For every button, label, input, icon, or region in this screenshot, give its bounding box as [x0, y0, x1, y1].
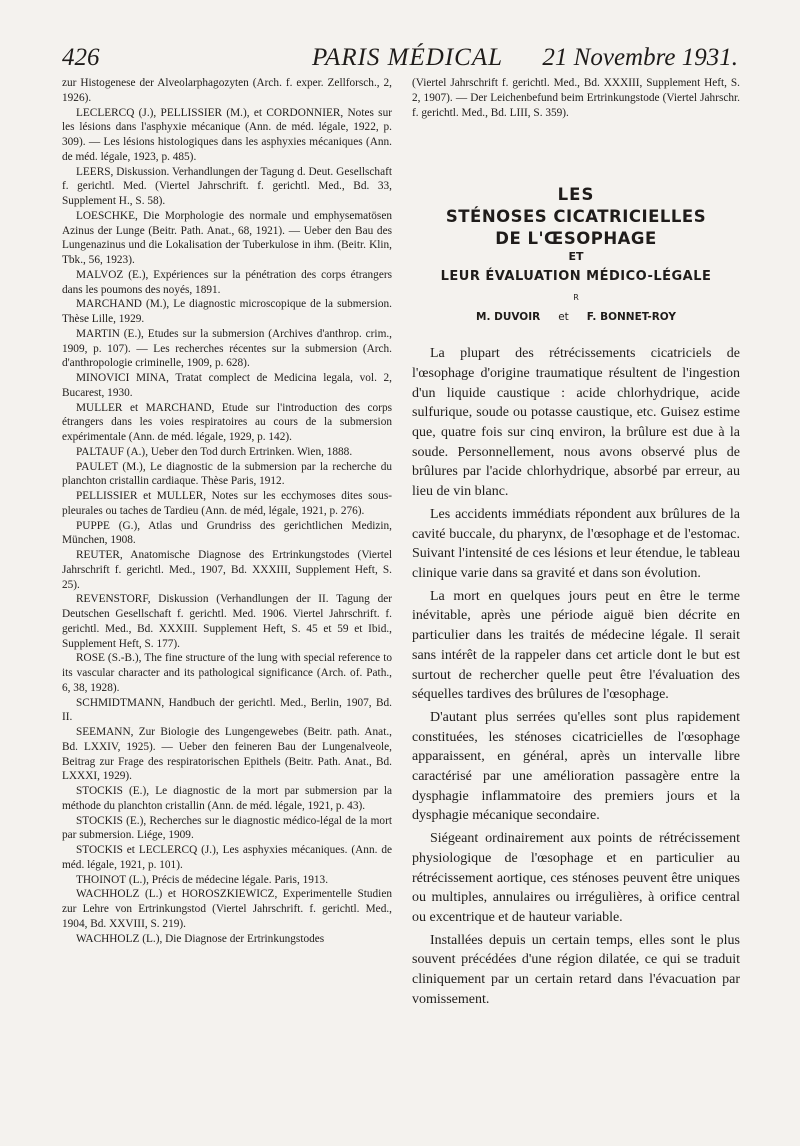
reference-entry: LOESCHKE, Die Morphologie des normale und emphysematösen Azinus der Lunge (Beitr. Path. Anat., 68, 1921). — Ueber den Bau des Lungenazinus und die Lokalisation der Tuberkulose in ihm. (Beitr. Klin, Tbk., 56, 1923). — [62, 209, 392, 266]
reference-entry: STOCKIS (E.), Le diagnostic de la mort par submersion par la méthode du planchton cristallin (Ann. de méd. légale, 1921, p. 43). — [62, 785, 392, 812]
title-line: ET — [568, 250, 584, 264]
reference-entry: MARCHAND (M.), Le diagnostic microscopique de la submersion. Thèse Lille, 1929. — [62, 298, 392, 325]
byline-par: R — [573, 293, 579, 303]
reference-entry: PUPPE (G.), Atlas und Grundriss des gerichtlichen Medizin, München, 1908. — [62, 519, 392, 547]
article-body — [412, 344, 740, 1009]
reference-entry: REVENSTORF, Diskussion (Verhandlungen der II. Tagung der Deutschen Gesellschaft f. gerichtl. Med. 1906. Viertel Jahrschrift. f. gerichtl. Med., Bd. XXXIII. Supplement Heft, S. 45 et 59 et Ibid., Supplement Heft, S. 177). — [62, 593, 392, 650]
reference-entry: MINOVICI MINA, Tratat complect de Medicina legala, vol. 2, Bucarest, 1930. — [62, 372, 392, 399]
reference-entry: MARTIN (E.), Etudes sur la submersion (Archives d'anthrop. crim., 1909, p. 107). — Les recherches récentes sur la submersion (Arch. d'anthropologie criminelle, 1909, p. 628). — [62, 327, 392, 370]
author-name: F. BONNET-ROY — [586, 311, 676, 324]
reference-entry: ROSE (S.-B.), The fine structure of the lung with special reference to its vascular character and its pathological significance (Arch. of. Path., 6, 38, 1928). — [62, 652, 392, 694]
references-column — [62, 76, 392, 946]
issue-date: 21 Novembre 1931. — [542, 44, 738, 71]
reference-entry: STOCKIS et LECLERCQ (J.), Les asphyxies mécaniques. (Ann. de méd. légale, 1921, p. 101). — [62, 844, 392, 871]
reference-entry: MALVOZ (E.), Expériences sur la pénétration des corps étrangers dans les poumons des noyés, 1891. — [62, 268, 392, 296]
reference-entry: WACHHOLZ (L.) et HOROSZKIEWICZ, Experimentelle Studien zur Lehre von Ertrinkungstod (Viertel Jahrschrift. f. gerichtl. Med., 1904, Bd. XXVIII, S. 219). — [62, 888, 392, 930]
body-paragraph: La plupart des rétrécissements cicatriciels de l'œsophage d'origine traumatique résultent de l'ingestion d'un liquide caustique : acide chlorhydrique, acide sulfurique, soude ou potasse caustique, etc. Guisez estime que, quatre fois sur cinq environ, la brûlure est due à la soude. Personnellement, nous avons observé plus de brûlures par l'acide chlorhydrique, absorbé par erreur, au lieu de vin blanc. — [412, 346, 740, 500]
page-number: 426 — [62, 44, 100, 71]
title-line: LES — [557, 185, 595, 205]
title-subtitle: LEUR ÉVALUATION MÉDICO-LÉGALE — [440, 269, 712, 285]
body-paragraph: Siégeant ordinairement aux points de rétrécissement physiologique de l'œsophage et en particulier au rétrécissement aortique, ces sténoses peuvent être uniques ou multiples, annulaires ou irrégulières, à orifice central ou excentrique et de hauteur variable. — [412, 831, 740, 925]
journal-title: PARIS MÉDICAL — [312, 44, 503, 71]
article-authors — [412, 310, 740, 324]
body-paragraph: Les accidents immédiats répondent aux brûlures de la cavité buccale, du pharynx, de l'œsophage et de l'estomac. Suivant l'intensité de ces lésions et leur étendue, le tableau clinique varie dans sa gravité et dans son évolution. — [412, 506, 740, 581]
author-name: M. DUVOIR — [476, 311, 541, 324]
reference-entry: SCHMIDTMANN, Handbuch der gerichtl. Med., Berlin, 1907, Bd. II. — [62, 696, 392, 724]
reference-entry: PELLISSIER et MULLER, Notes sur les ecchymoses dites sous-pleurales ou taches de Tardieu (Ann. de méd, légale, 1921, p. 276). — [62, 490, 392, 517]
reference-entry: PALTAUF (A.), Ueber den Tod durch Ertrinken. Wien, 1888. — [76, 445, 353, 458]
reference-entry: zur Histogenese der Alveolarphagozyten (Arch. f. exper. Zellforsch., 2, 1926). — [62, 77, 392, 104]
title-line: STÉNOSES CICATRICIELLES — [445, 207, 707, 227]
reference-entry: PAULET (M.), Le diagnostic de la submersion par la recherche du planchton cristallin cardiaque. Thèse Paris, 1912. — [62, 460, 392, 488]
article-column — [412, 76, 740, 1012]
title-line: DE L'ŒSOPHAGE — [495, 229, 657, 249]
reference-entry: LECLERCQ (J.), PELLISSIER (M.), et CORDONNIER, Notes sur les lésions dans l'asphyxie mécanique (Ann. de méd. légale, 1922, p. 309). — Les lésions histologiques dans les asphyxies mécaniques (Ann. de méd. légale, 1923, p. 485). — [62, 106, 392, 163]
article-title — [412, 184, 740, 306]
body-paragraph: Installées depuis un certain temps, elles sont le plus souvent précédées d'une région dilatée, ce qui se traduit cliniquement par un certain retard dans l'évacuation par vomissement. — [412, 932, 740, 1007]
author-conjunction: et — [558, 311, 569, 324]
reference-entry: SEEMANN, Zur Biologie des Lungengewebes (Beitr. path. Anat., Bd. LXXIV, 1925). — Ueber den feineren Bau der Lungenalveole, Beitrag zur Frage des respiratorischen Epithels (Beitr. Path. Anat., Bd. LXXXI, 1929). — [62, 726, 392, 783]
page-header — [62, 44, 738, 76]
reference-entry: STOCKIS (E.), Recherches sur le diagnostic médico-légal de la mort par submersion. Liége, 1909. — [62, 814, 392, 842]
reference-entry: REUTER, Anatomische Diagnose des Ertrinkungstodes (Viertel Jahrschrift f. gerichtl. Med., 1907, Bd. XXXIII, Supplement Heft, S. 25). — [62, 549, 392, 591]
reference-continuation: (Viertel Jahrschrift f. gerichtl. Med., Bd. XXXIII, Supplement Heft, S. 2, 1907). — Der Leichenbefund beim Ertrinkungstode (Viertel Jahrschr. f. gerichtl. Med., Bd. LIII, S. 359). — [412, 77, 740, 119]
body-paragraph: D'autant plus serrées qu'elles sont plus rapidement constituées, les sténoses cicatricielles de l'œsophage apparaissent, en général, après un intervalle libre caractérisé par une amélioration passagère entre la dysphagie inflammatoire des premiers jours et la dysphagie mécanique secondaire. — [412, 709, 740, 824]
reference-entry: WACHHOLZ (L.), Die Diagnose der Ertrinkungstodes — [76, 932, 325, 945]
reference-entry: THOINOT (L.), Précis de médecine légale. Paris, 1913. — [76, 873, 329, 886]
reference-entry: LEERS, Diskussion. Verhandlungen der Tagung d. Deut. Gesellschaft f. gerichtl. Med. (Viertel Jahrschrift. f. gerichtl. Med., Bd. 33, Supplement H., S. 58). — [62, 165, 392, 207]
reference-entry: MULLER et MARCHAND, Etude sur l'introduction des corps étrangers dans les voies respiratoires au cours de la submersion expérimentale (Ann. de méd. légale, 1929, p. 142). — [62, 401, 392, 443]
body-paragraph: La mort en quelques jours peut en être le terme inévitable, après une période aiguë bien décrite en particulier dans les traités de médecine légale. Il serait sans intérêt de la rappeler dans cet article dont le but est surtout de rechercher quelle peut être l'évaluation des séquelles tardives des brûlures de l'œsophage. — [412, 588, 740, 703]
